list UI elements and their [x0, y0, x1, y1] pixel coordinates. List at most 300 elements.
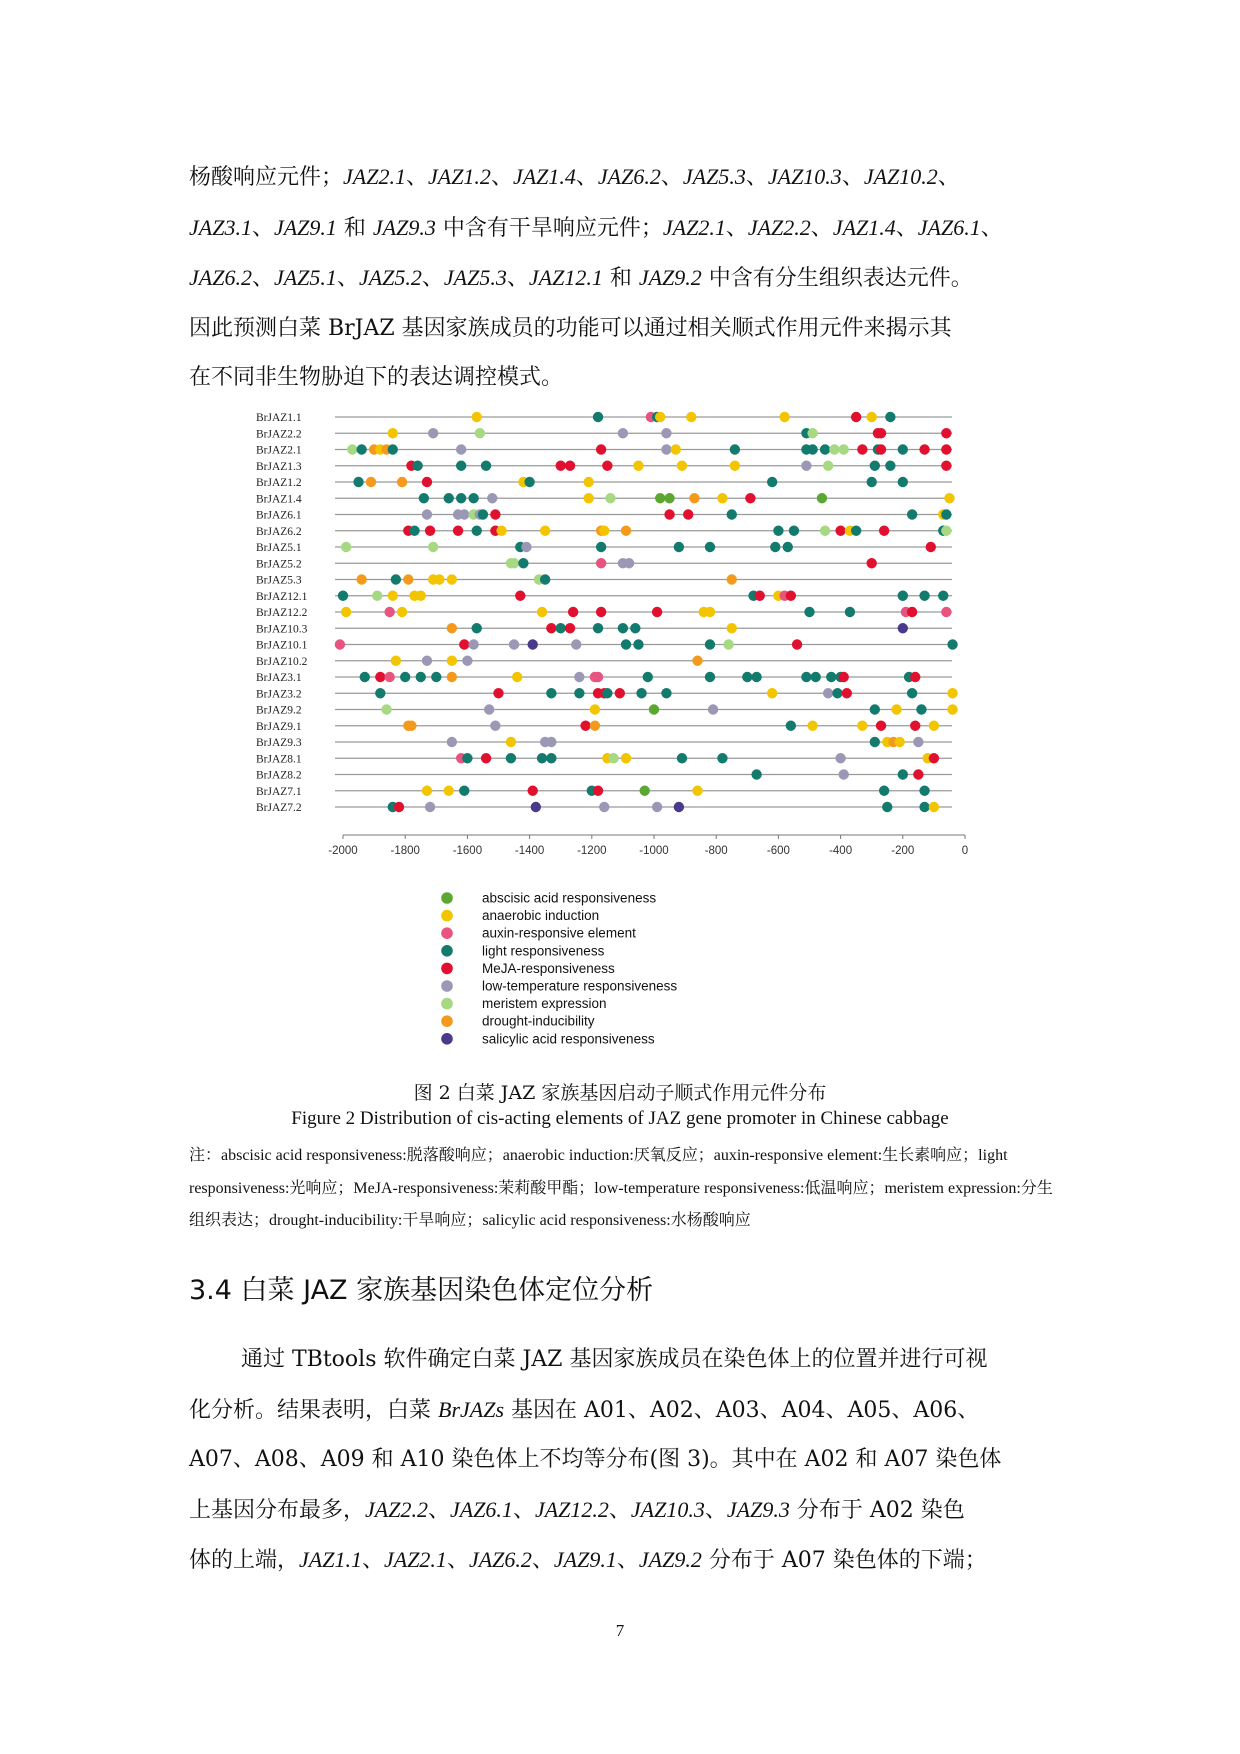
element-point — [384, 607, 394, 617]
element-point — [456, 461, 466, 471]
legend-swatch — [441, 927, 453, 939]
element-point — [851, 526, 861, 536]
element-point — [353, 477, 363, 487]
element-point — [590, 721, 600, 731]
element-point — [528, 639, 538, 649]
element-point — [580, 721, 590, 731]
element-point — [904, 672, 914, 682]
element-point — [602, 688, 612, 698]
element-point — [602, 461, 612, 471]
element-point — [518, 558, 528, 568]
element-point — [664, 509, 674, 519]
element-point — [487, 493, 497, 503]
element-point — [356, 444, 366, 454]
element-point — [596, 542, 606, 552]
element-point — [472, 623, 482, 633]
legend-swatch — [441, 1015, 453, 1027]
element-point — [462, 753, 472, 763]
gene-name: JAZ5.3 — [443, 265, 507, 291]
element-point — [717, 493, 727, 503]
element-point — [388, 444, 398, 454]
element-point — [459, 639, 469, 649]
element-point — [677, 753, 687, 763]
figure-caption-cn: 图 2 白菜 JAZ 家族基因启动子顺式作用元件分布 — [413, 1082, 827, 1104]
element-point — [388, 428, 398, 438]
element-point — [537, 607, 547, 617]
element-point — [618, 558, 628, 568]
element-point — [773, 591, 783, 601]
gene-label: BrJAZ2.1 — [256, 444, 302, 457]
element-point — [727, 574, 737, 584]
gene-name: JAZ2.1 — [383, 1547, 447, 1573]
gene-label: BrJAZ8.1 — [256, 753, 302, 766]
element-point — [770, 542, 780, 552]
element-point — [335, 639, 345, 649]
element-point — [773, 526, 783, 536]
gene-label: BrJAZ10.1 — [256, 639, 308, 652]
element-point — [907, 509, 917, 519]
element-point — [422, 786, 432, 796]
legend-swatch — [441, 892, 453, 904]
element-point — [879, 526, 889, 536]
element-point — [546, 753, 556, 763]
element-point — [894, 737, 904, 747]
element-point — [823, 688, 833, 698]
gene-label: BrJAZ1.2 — [256, 477, 302, 489]
legend-swatch — [441, 998, 453, 1010]
x-tick-label: -1600 — [452, 845, 483, 857]
element-point — [898, 591, 908, 601]
element-point — [593, 672, 603, 682]
gene-label: BrJAZ8.2 — [256, 769, 302, 782]
text-line: 通过 TBtools 软件确定白菜 JAZ 基因家族成员在染色体上的位置并进行可视 — [241, 1347, 988, 1372]
gene-label: BrJAZ12.1 — [256, 590, 308, 603]
element-point — [568, 607, 578, 617]
element-point — [652, 607, 662, 617]
element-point — [409, 526, 419, 536]
gene-label: BrJAZ7.1 — [256, 785, 302, 798]
element-point — [596, 558, 606, 568]
legend-label: MeJA-responsiveness — [482, 960, 615, 976]
element-point — [481, 753, 491, 763]
element-point — [618, 428, 628, 438]
element-point — [898, 477, 908, 487]
element-point — [574, 688, 584, 698]
element-point — [475, 428, 485, 438]
element-point — [898, 623, 908, 633]
element-point — [820, 444, 830, 454]
element-point — [475, 509, 485, 519]
gene-name: JAZ1.1 — [299, 1547, 362, 1573]
element-point — [870, 704, 880, 714]
element-point — [671, 444, 681, 454]
element-point — [919, 444, 929, 454]
legend-swatch — [441, 963, 453, 975]
element-point — [882, 737, 892, 747]
element-point — [870, 461, 880, 471]
element-point — [375, 672, 385, 682]
element-point — [599, 802, 609, 812]
element-point — [556, 461, 566, 471]
element-point — [593, 786, 603, 796]
element-point — [705, 639, 715, 649]
gene-label: BrJAZ5.1 — [256, 542, 302, 554]
element-point — [512, 672, 522, 682]
element-point — [618, 623, 628, 633]
element-point — [820, 526, 830, 536]
element-point — [639, 786, 649, 796]
element-point — [472, 526, 482, 536]
element-point — [602, 753, 612, 763]
element-point — [372, 591, 382, 601]
element-point — [534, 574, 544, 584]
element-point — [490, 509, 500, 519]
legend-swatch — [441, 945, 453, 957]
body-paragraph-bottom — [189, 1335, 1059, 1586]
element-point — [565, 461, 575, 471]
element-point — [381, 444, 391, 454]
gene-name: JAZ10.3 — [630, 1496, 705, 1522]
element-point — [360, 672, 370, 682]
element-point — [938, 591, 948, 601]
element-point — [447, 672, 457, 682]
element-point — [540, 737, 550, 747]
element-point — [683, 509, 693, 519]
gene-name: JAZ9.2 — [638, 265, 702, 291]
element-point — [941, 428, 951, 438]
element-point — [767, 477, 777, 487]
element-point — [630, 623, 640, 633]
element-point — [832, 688, 842, 698]
element-point — [590, 672, 600, 682]
element-point — [406, 461, 416, 471]
element-point — [596, 526, 606, 536]
gene-name: JAZ5.2 — [358, 265, 422, 291]
element-point — [941, 526, 951, 536]
element-point — [537, 753, 547, 763]
element-point — [593, 688, 603, 698]
element-point — [506, 737, 516, 747]
element-point — [341, 542, 351, 552]
element-point — [565, 623, 575, 633]
text-line: 杨酸响应元件；JAZ2.1、JAZ1.2、JAZ1.4、JAZ6.2、JAZ5.3、JAZ10.3、JAZ10.2、 — [189, 164, 960, 190]
element-point — [593, 412, 603, 422]
element-point — [689, 493, 699, 503]
legend-swatch — [441, 980, 453, 992]
gene-name: JAZ5.3 — [682, 164, 746, 189]
element-point — [546, 688, 556, 698]
gene-label: BrJAZ10.2 — [256, 655, 308, 668]
element-point — [947, 639, 957, 649]
element-point — [898, 591, 908, 601]
element-point — [468, 639, 478, 649]
gene-name: JAZ6.1 — [917, 214, 981, 240]
element-point — [829, 444, 839, 454]
element-point — [867, 558, 877, 568]
element-point — [857, 721, 867, 731]
element-point — [546, 623, 556, 633]
element-point — [755, 591, 765, 601]
element-point — [835, 753, 845, 763]
element-point — [664, 493, 674, 503]
gene-label: BrJAZ1.4 — [256, 493, 302, 506]
element-point — [944, 493, 954, 503]
gene-name: JAZ10.3 — [767, 164, 842, 189]
element-point — [727, 509, 737, 519]
legend-label: meristem expression — [482, 996, 607, 1012]
element-point — [817, 493, 827, 503]
element-point — [416, 672, 426, 682]
element-point — [546, 737, 556, 747]
element-point — [391, 574, 401, 584]
text-line: 上基因分布最多，JAZ2.2、JAZ6.1、JAZ12.2、JAZ10.3、JAZ9.3 分布于 A02 染色 — [189, 1496, 965, 1523]
element-point — [456, 444, 466, 454]
element-point — [876, 428, 886, 438]
element-point — [633, 461, 643, 471]
element-point — [583, 493, 593, 503]
element-point — [873, 444, 883, 454]
gene-label: BrJAZ6.2 — [256, 525, 302, 538]
element-point — [341, 607, 351, 617]
legend-label: abscisic acid responsiveness — [482, 890, 657, 906]
element-point — [493, 688, 503, 698]
x-tick-label: -2000 — [328, 845, 358, 857]
element-point — [422, 477, 432, 487]
element-point — [730, 461, 740, 471]
element-point — [674, 542, 684, 552]
element-point — [528, 786, 538, 796]
x-tick-label: -1800 — [390, 845, 420, 857]
element-point — [801, 672, 811, 682]
element-point — [779, 591, 789, 601]
element-point — [686, 412, 696, 422]
element-point — [394, 802, 404, 812]
element-point — [705, 542, 715, 552]
gene-name: JAZ12.2 — [534, 1496, 609, 1522]
element-point — [661, 688, 671, 698]
legend-label: drought-inducibility — [482, 1013, 595, 1029]
element-point — [835, 672, 845, 682]
element-point — [621, 753, 631, 763]
element-point — [655, 412, 665, 422]
text-line: 体的上端，JAZ1.1、JAZ2.1、JAZ6.2、JAZ9.1、JAZ9.2 分布于 A07 染色体的下端； — [189, 1547, 987, 1574]
element-point — [397, 477, 407, 487]
element-point — [922, 753, 932, 763]
element-point — [901, 607, 911, 617]
element-point — [661, 428, 671, 438]
figure-note: 注：abscisic acid responsiveness:脱落酸响应；anaerobic induction:厌氧反应；auxin-responsive element:生长素响应；light responsiveness:光响应；MeJA-responsiveness:茉莉酸甲酯；low-temperature responsiveness:低温响应；meristem expression:分生组织表达；drought-inducibility:干旱响应；salicylic acid responsiveness:水杨酸响应 — [189, 1147, 1053, 1229]
element-point — [571, 639, 581, 649]
element-point — [590, 704, 600, 714]
section-heading: 3.4 白菜 JAZ 家族基因染色体定位分析 — [189, 1275, 654, 1306]
element-point — [929, 802, 939, 812]
gene-name: JAZ6.2 — [597, 164, 661, 189]
element-point — [727, 623, 737, 633]
x-tick-label: -200 — [891, 845, 915, 857]
text-line: 在不同非生物胁迫下的表达调控模式。 — [189, 365, 564, 391]
legend-label: salicylic acid responsiveness — [482, 1031, 655, 1047]
gene-label: BrJAZ5.3 — [256, 574, 302, 587]
gene-label: BrJAZ1.3 — [256, 460, 302, 473]
element-point — [786, 591, 796, 601]
element-point — [431, 672, 441, 682]
gene-name: JAZ6.2 — [468, 1547, 532, 1573]
text-line: A07、A08、A09 和 A10 染色体上不均等分布(图 3)。其中在 A02 和 A07 染色体 — [189, 1447, 1002, 1473]
element-point — [873, 428, 883, 438]
gene-label: BrJAZ7.2 — [256, 802, 302, 814]
element-point — [807, 444, 817, 454]
gene-name: JAZ6.2 — [189, 265, 252, 291]
element-point — [428, 574, 438, 584]
element-point — [515, 591, 525, 601]
element-point — [419, 493, 429, 503]
element-point — [767, 688, 777, 698]
x-tick-label: -1000 — [639, 845, 669, 857]
element-point — [406, 721, 416, 731]
element-point — [388, 591, 398, 601]
gene-name: JAZ9.3 — [726, 1496, 790, 1522]
element-point — [938, 526, 948, 536]
element-point — [478, 509, 488, 519]
element-point — [692, 656, 702, 666]
element-point — [447, 656, 457, 666]
element-point — [593, 623, 603, 633]
gene-label: BrJAZ10.3 — [256, 623, 308, 636]
page-number: 7 — [615, 1621, 625, 1640]
element-point — [898, 444, 908, 454]
body-paragraph-top — [189, 152, 1059, 403]
element-point — [801, 444, 811, 454]
element-point — [615, 688, 625, 698]
element-point — [783, 542, 793, 552]
gene-label: BrJAZ6.1 — [256, 509, 302, 522]
element-point — [876, 444, 886, 454]
gene-name: JAZ9.1 — [553, 1547, 617, 1573]
element-point — [462, 656, 472, 666]
element-point — [655, 493, 665, 503]
element-point — [730, 444, 740, 454]
element-point — [509, 558, 519, 568]
element-point — [851, 412, 861, 422]
element-point — [898, 769, 908, 779]
element-point — [366, 477, 376, 487]
element-point — [845, 526, 855, 536]
element-point — [490, 526, 500, 536]
element-point — [524, 477, 534, 487]
element-point — [919, 802, 929, 812]
element-point — [947, 688, 957, 698]
element-point — [490, 721, 500, 731]
element-point — [870, 737, 880, 747]
x-tick-label: -800 — [704, 845, 728, 857]
element-point — [403, 574, 413, 584]
gene-name: JAZ12.1 — [528, 265, 603, 291]
element-point — [826, 672, 836, 682]
gene-label: BrJAZ12.2 — [256, 607, 308, 619]
element-point — [643, 672, 653, 682]
element-point — [748, 591, 758, 601]
element-point — [751, 769, 761, 779]
element-point — [369, 444, 379, 454]
x-tick-label: 0 — [961, 845, 969, 857]
element-point — [447, 737, 457, 747]
element-point — [468, 509, 478, 519]
gene-name: JAZ2.1 — [662, 214, 726, 240]
element-point — [400, 672, 410, 682]
element-point — [913, 737, 923, 747]
element-point — [751, 672, 761, 682]
element-point — [723, 639, 733, 649]
element-point — [540, 574, 550, 584]
element-point — [633, 639, 643, 649]
gene-label: BrJAZ9.1 — [256, 720, 302, 733]
element-point — [416, 591, 426, 601]
element-point — [599, 526, 609, 536]
element-point — [717, 753, 727, 763]
element-point — [661, 444, 671, 454]
element-point — [779, 412, 789, 422]
element-point — [938, 509, 948, 519]
x-tick-label: -600 — [766, 845, 790, 857]
element-point — [789, 526, 799, 536]
element-point — [459, 786, 469, 796]
element-point — [929, 721, 939, 731]
element-point — [347, 444, 357, 454]
gene-name: JAZ2.2 — [365, 1496, 428, 1522]
gene-label: BrJAZ3.1 — [256, 672, 302, 684]
element-point — [425, 802, 435, 812]
legend-swatch — [441, 910, 453, 922]
gene-name: JAZ1.2 — [427, 164, 491, 189]
element-point — [506, 753, 516, 763]
element-point — [381, 704, 391, 714]
element-point — [388, 802, 398, 812]
element-point — [867, 412, 877, 422]
element-point — [453, 526, 463, 536]
element-point — [391, 656, 401, 666]
figure-caption-en: Figure 2 Distribution of cis-acting elements of JAZ gene promoter in Chinese cabbage — [291, 1108, 949, 1129]
element-point — [907, 607, 917, 617]
element-point — [425, 526, 435, 536]
element-point — [556, 623, 566, 633]
element-point — [891, 704, 901, 714]
gene-name: JAZ9.2 — [638, 1547, 702, 1573]
gene-label: BrJAZ2.2 — [256, 428, 302, 441]
element-point — [596, 444, 606, 454]
element-point — [652, 412, 662, 422]
element-point — [879, 786, 889, 796]
element-point — [338, 591, 348, 601]
element-point — [447, 623, 457, 633]
element-point — [941, 461, 951, 471]
element-point — [677, 461, 687, 471]
gene-name: JAZ3.1 — [189, 214, 252, 240]
element-point — [447, 574, 457, 584]
legend-swatch — [441, 1033, 453, 1045]
gene-name: JAZ2.2 — [747, 214, 811, 240]
element-point — [705, 607, 715, 617]
element-point — [929, 753, 939, 763]
element-point — [596, 607, 606, 617]
element-point — [857, 444, 867, 454]
element-point — [636, 688, 646, 698]
element-point — [409, 591, 419, 601]
element-point — [649, 704, 659, 714]
element-point — [375, 688, 385, 698]
gene-name: JAZ1.4 — [512, 164, 576, 189]
element-point — [428, 542, 438, 552]
element-point — [941, 444, 951, 454]
